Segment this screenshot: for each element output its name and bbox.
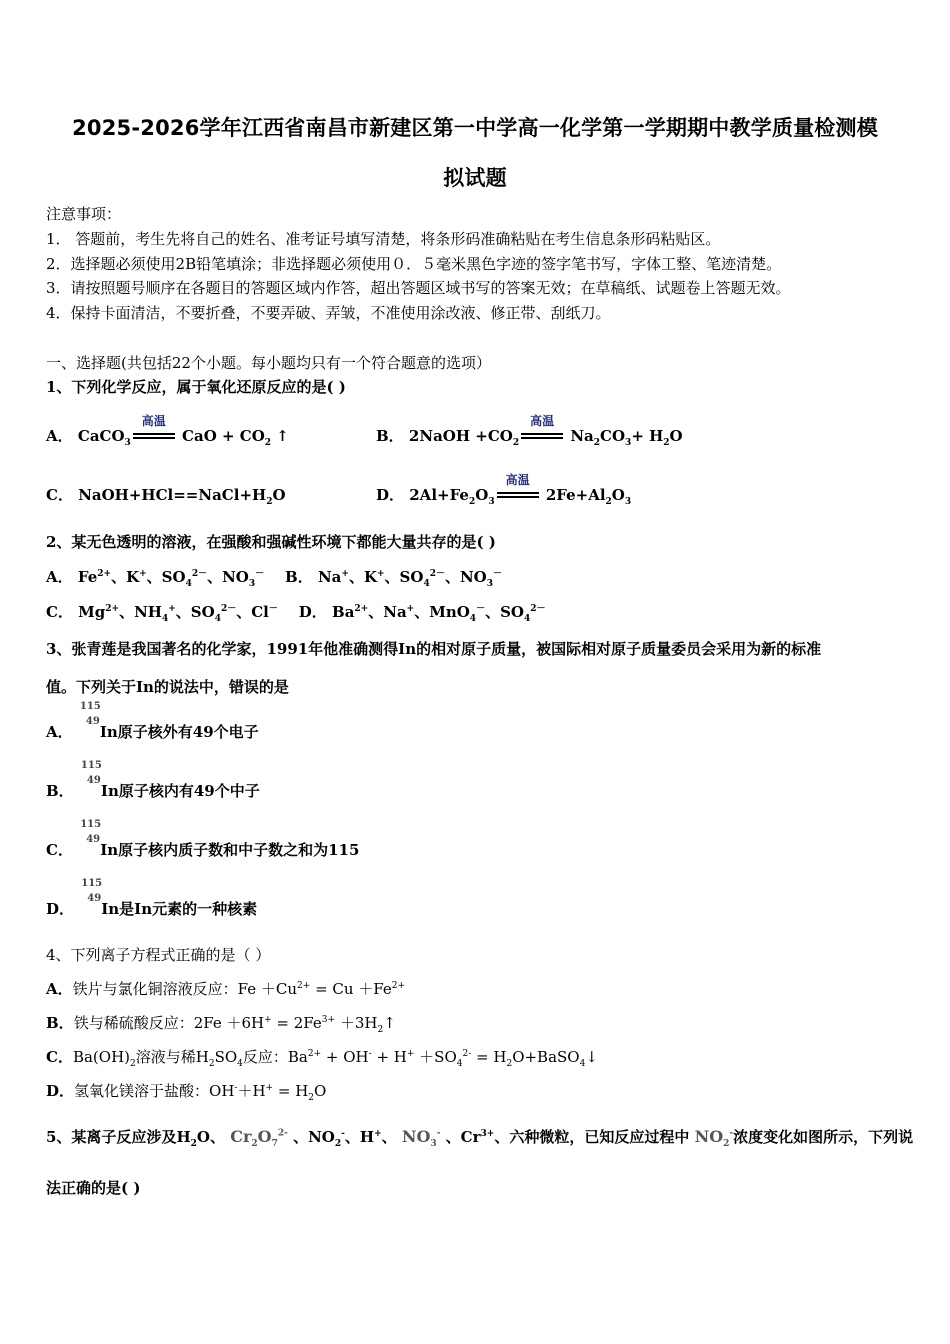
- high-temp-equals-sign: 高温: [497, 489, 539, 503]
- question-3-stem-line-1: 3、张青莲是我国著名的化学家，1991年他准确测得In的相对原子质量，被国际相对原子质量委员会采用为新的标准: [46, 640, 822, 658]
- question-3-option-d: D． 115 49 In是In元素的一种核素: [46, 878, 258, 918]
- question-2-stem: 2、某无色透明的溶液，在强酸和强碱性环境下都能大量共存的是( ): [46, 533, 496, 551]
- question-2-options-cd: C． $Mg^{2+}$、$NH_4^+$、$SO_4^{2-}$、Cl－ D． $Ba^{2+}$、Na+、MnO$_4$－、$SO_4^{2-}$: [46, 603, 546, 624]
- question-4-option-c: C．$Ba(OH)_2$溶液与稀$H_2SO_4$反应：$Ba^{2+} + OH^- + H^+ +SO_4^{2-}$ = $H_2O+BaSO_4↓$: [46, 1048, 598, 1069]
- question-1-option-a: A． CaCO$_3$ 高温 CaO + $CO_2$ ↑: [46, 414, 289, 448]
- question-1-option-b: B． 2NaOH $+CO_2$ 高温 $Na_2CO_3+ H_2O$: [376, 414, 683, 448]
- high-temp-equals-sign: 高温: [133, 430, 175, 444]
- question-3-stem-line-2: 值。下列关于In的说法中，错误的是: [46, 678, 289, 696]
- dichromate-ion: $Cr_2O_7^{2-}$: [230, 1127, 288, 1150]
- question-2-options-ab: A． $Fe^{2+}$、K+、$SO_4^{2-}$、$NO_3^-$ B． Na+、K+、$SO_4^{2-}$、$NO_3^-$: [46, 568, 503, 589]
- page-title-line-2: 拟试题: [443, 166, 507, 190]
- section-heading: 一、选择题(共包括22个小题。每小题均只有一个符合题意的选项）: [46, 354, 491, 372]
- isotope-notation: 115 49: [79, 701, 101, 727]
- notice-item-3: 3．请按照题号顺序在各题目的答题区域内作答，超出答题区域书写的答案无效；在草稿纸、试题卷上答题无效。: [46, 279, 791, 297]
- isotope-notation: 115 49: [80, 760, 102, 786]
- question-1-option-d: D． $2Al+Fe_2O_3$ 高温 $2Fe+Al_2O_3$: [376, 473, 632, 507]
- nitrite-ion: $NO_2^-$: [694, 1127, 734, 1150]
- question-4-option-a: A．铁片与氯化铜溶液反应：$Fe +Cu^{2+} = Cu +Fe^{2+}$: [46, 980, 406, 998]
- nitrate-ion: $NO_3^-$: [401, 1127, 441, 1150]
- high-temp-equals-sign: 高温: [521, 430, 563, 444]
- question-1-stem: 1、下列化学反应，属于氧化还原反应的是( ): [46, 378, 346, 396]
- notice-item-1: 1． 答题前，考生先将自己的姓名、准考证号填写清楚，将条形码准确粘贴在考生信息条形码粘贴区。: [46, 230, 721, 248]
- isotope-notation: 115 49: [80, 819, 102, 845]
- question-4-option-b: B．铁与稀硫酸反应：$2Fe +6H^+ = 2Fe^{3+}$ $+3H_2↑$: [46, 1014, 396, 1035]
- question-3-option-a: A． 115 49 In原子核外有49个电子: [46, 701, 259, 741]
- question-3-option-b: B． 115 49 In原子核内有49个中子: [46, 760, 260, 800]
- question-3-option-c: C． 115 49 In原子核内质子数和中子数之和为115: [46, 819, 360, 859]
- notice-item-4: 4．保持卡面清洁，不要折叠，不要弄破、弄皱，不准使用涂改液、修正带、刮纸刀。: [46, 304, 611, 322]
- question-4-option-d: D．氢氧化镁溶于盐酸：$OH^-+H^+ = H_2O$: [46, 1082, 327, 1103]
- question-1-option-c: C． $NaOH+HCl==NaCl+H_2O$: [46, 486, 286, 507]
- notice-heading: 注意事项：: [46, 205, 122, 223]
- page-title-line-1: 2025-2026学年江西省南昌市新建区第一中学高一化学第一学期期中教学质量检测模: [72, 116, 878, 140]
- question-4-stem: 4、下列离子方程式正确的是（ ）: [46, 946, 271, 964]
- notice-item-2: 2．选择题必须使用2B铅笔填涂；非选择题必须使用０．５毫米黑色字迹的签字笔书写，字体工整、笔迹清楚。: [46, 255, 782, 273]
- question-5-stem-line-2: 法正确的是( ): [46, 1179, 141, 1197]
- isotope-notation: 115 49: [81, 878, 103, 904]
- question-5-stem-line-1: 5、某离子反应涉及$H_2O$、 $Cr_2O_7^{2-}$ 、$NO_2^-$、H+、 $NO_3^-$ 、$Cr^{3+}$、六种微粒，已知反应过程中 $NO_2^-$浓度变化如图所示，下列说: [46, 1127, 914, 1150]
